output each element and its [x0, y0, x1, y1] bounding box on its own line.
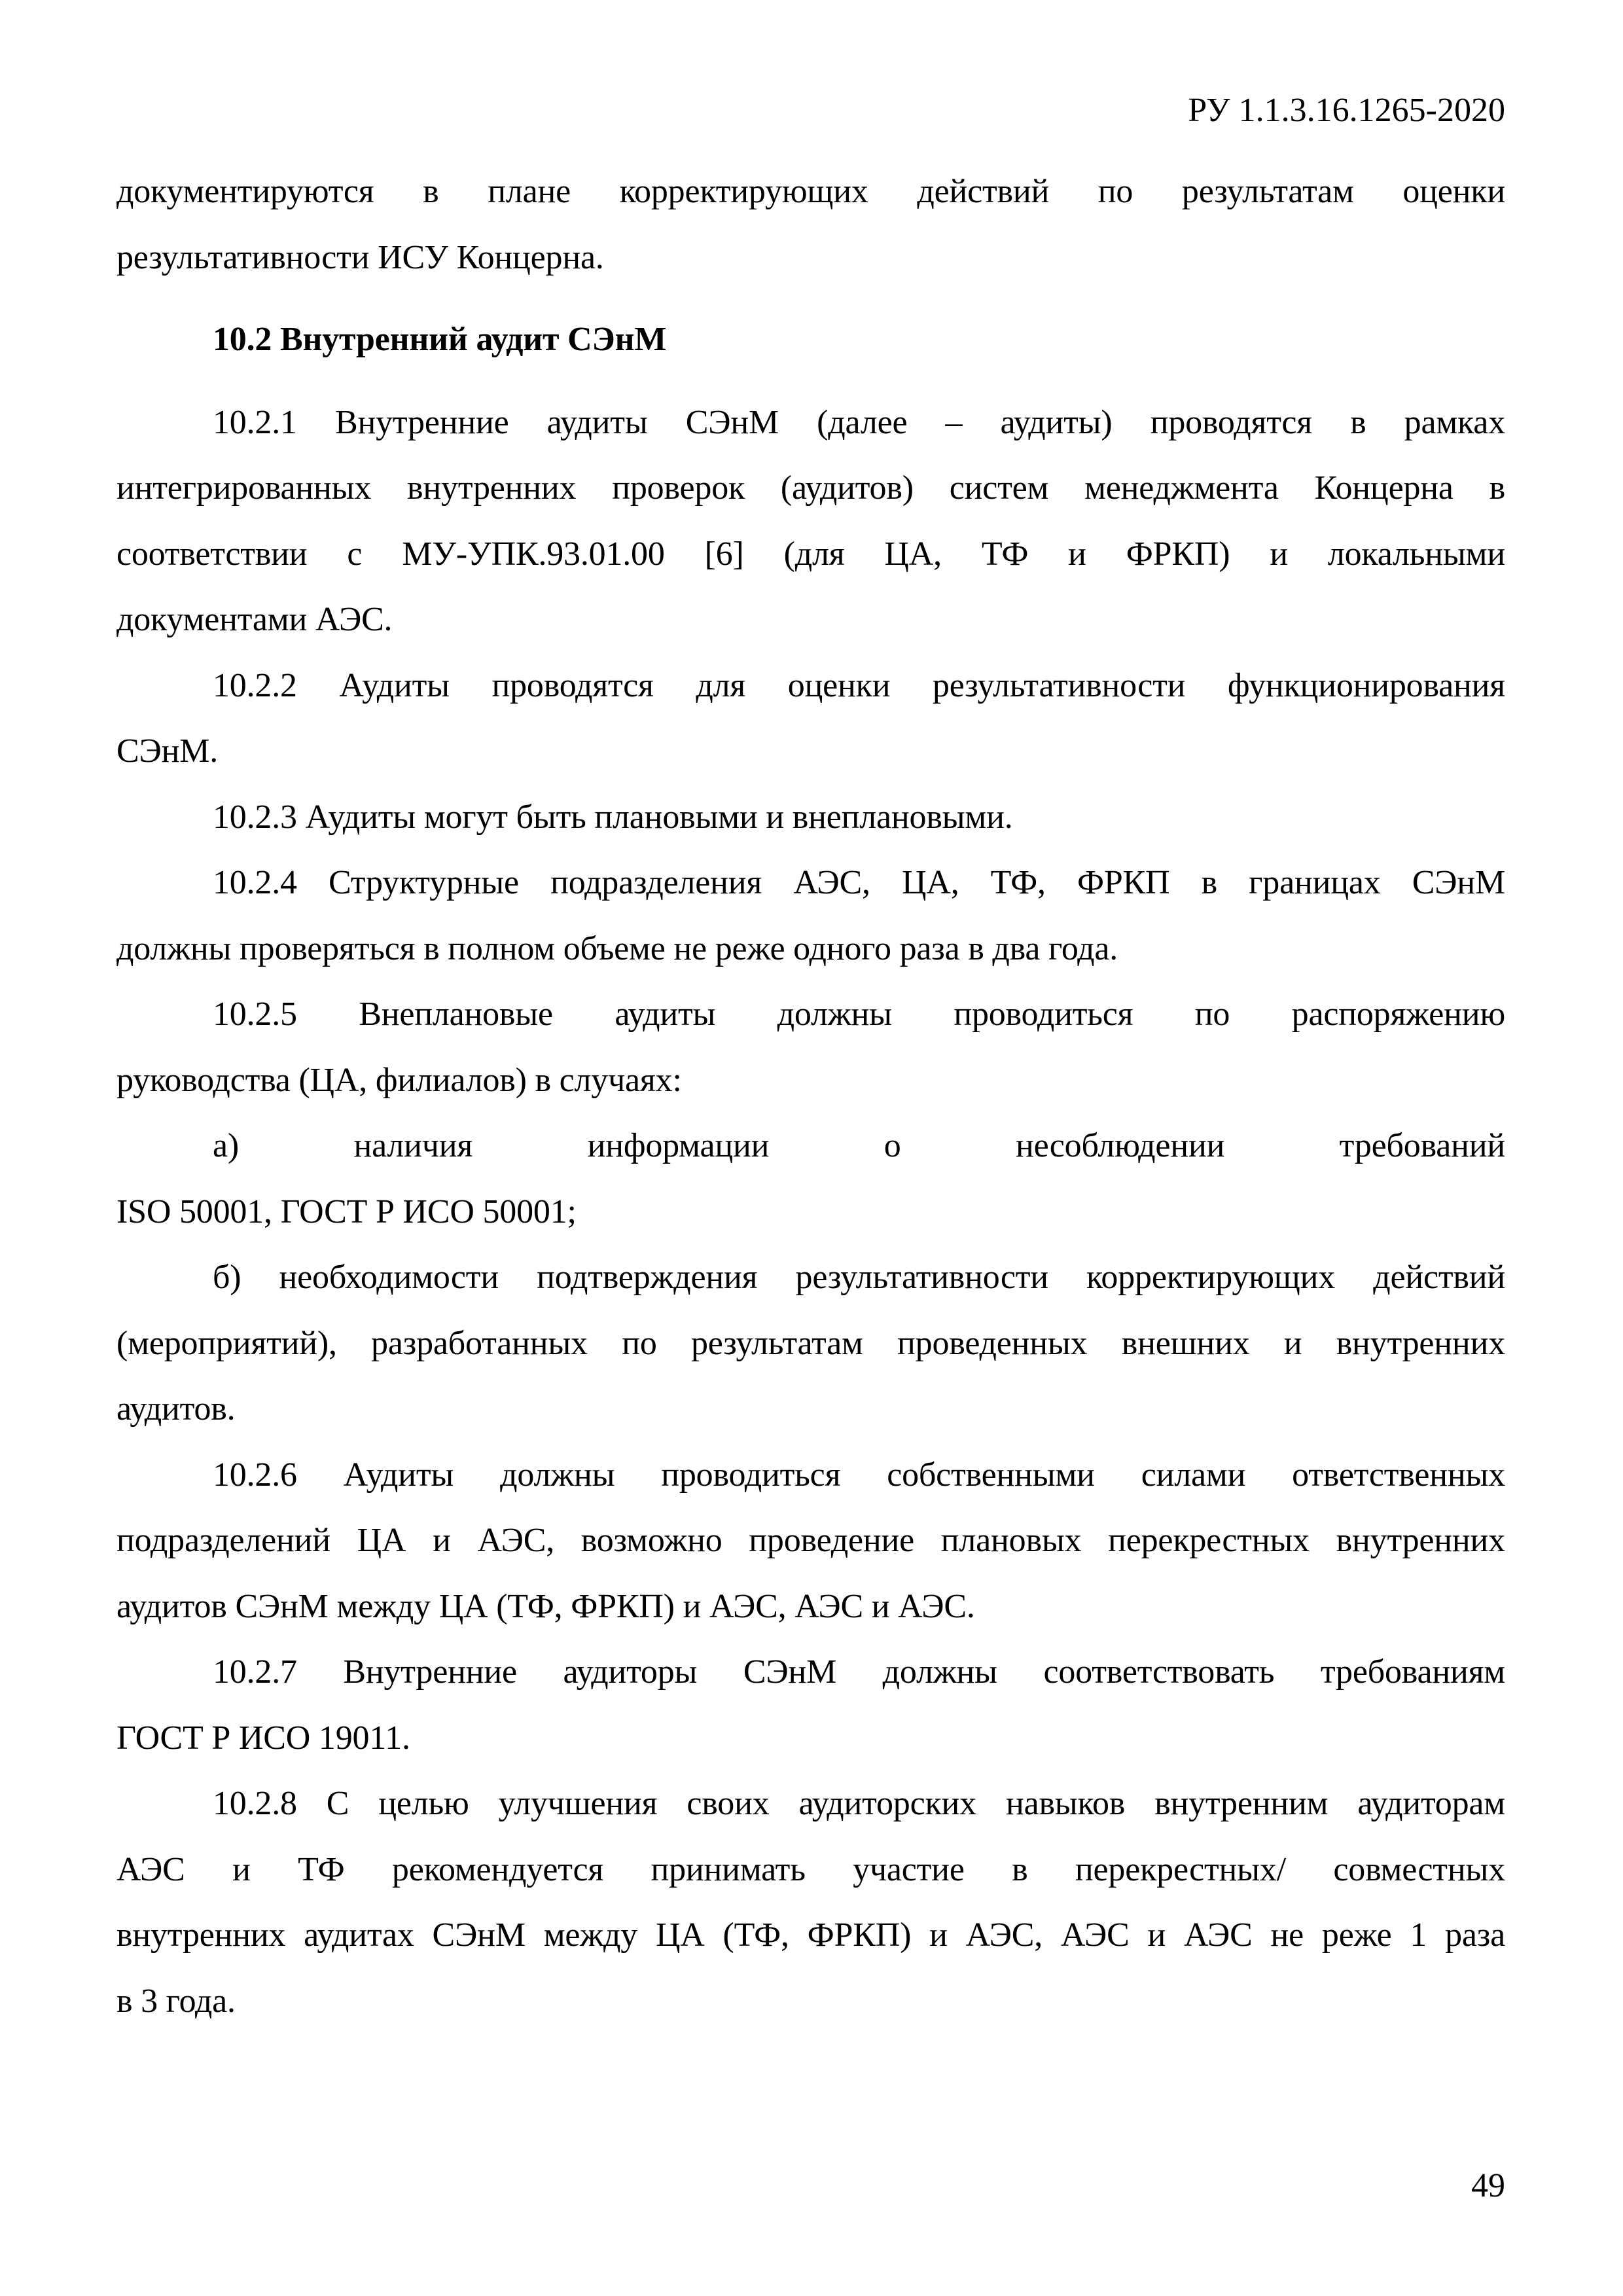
clause-10-2-6-line-2: подразделений ЦА и АЭС, возможно проведение плановых перекрестных внутренних — [116, 1522, 1505, 1559]
clause-10-2-6-line-1: 10.2.6 Аудиты должны проводиться собственными силами ответственных — [213, 1456, 1505, 1494]
clause-10-2-1-line-1: 10.2.1 Внутренние аудиты СЭнМ (далее – аудиты) проводятся в рамках — [213, 403, 1505, 441]
clause-10-2-8-line-4: в 3 года. — [116, 1982, 236, 2020]
section-heading-10-2: 10.2 Внутренний аудит СЭнМ — [213, 321, 667, 358]
page-number: 49 — [1471, 2167, 1505, 2204]
paragraph-continuation-line-1: документируются в плане корректирующих действий по результатам оценки — [116, 173, 1505, 210]
clause-10-2-2-line-1: 10.2.2 Аудиты проводятся для оценки результативности функционирования — [213, 666, 1505, 704]
paragraph-continuation-line-2: результативности ИСУ Концерна. — [116, 238, 604, 276]
list-item-b-line-3: аудитов. — [116, 1390, 236, 1427]
list-item-a-line-1: а) наличия информации о несоблюдении требований — [213, 1127, 1505, 1164]
document-number: РУ 1.1.3.16.1265-2020 — [1188, 92, 1505, 129]
clause-10-2-7-line-2: ГОСТ Р ИСО 19011. — [116, 1719, 410, 1757]
clause-10-2-3-line-1: 10.2.3 Аудиты могут быть плановыми и внеплановыми. — [213, 798, 1013, 836]
document-body — [116, 159, 1505, 2034]
clause-10-2-7-line-1: 10.2.7 Внутренние аудиторы СЭнМ должны соответствовать требованиям — [213, 1653, 1505, 1691]
clause-10-2-1-line-2: интегрированных внутренних проверок (аудитов) систем менеджмента Концерна в — [116, 469, 1505, 507]
clause-10-2-8-line-1: 10.2.8 С целью улучшения своих аудиторских навыков внутренним аудиторам — [213, 1785, 1505, 1822]
clause-10-2-1-line-4: документами АЭС. — [116, 601, 393, 638]
list-item-a-line-2: ISO 50001, ГОСТ Р ИСО 50001; — [116, 1193, 577, 1230]
clause-10-2-8-line-2: АЭС и ТФ рекомендуется принимать участие в перекрестных/ совместных — [116, 1850, 1505, 1888]
clause-10-2-2-line-2: СЭнМ. — [116, 732, 219, 770]
list-item-b-line-2: (мероприятий), разработанных по результатам проведенных внешних и внутренних — [116, 1324, 1505, 1362]
list-item-b-line-1: б) необходимости подтверждения результативности корректирующих действий — [213, 1259, 1505, 1296]
clause-10-2-8-line-3: внутренних аудитах СЭнМ между ЦА (ТФ, ФРКП) и АЭС, АЭС и АЭС не реже 1 раза — [116, 1916, 1505, 1954]
clause-10-2-6-line-3: аудитов СЭнМ между ЦА (ТФ, ФРКП) и АЭС, АЭС и АЭС. — [116, 1587, 975, 1625]
clause-10-2-1-line-3: соответствии с МУ-УПК.93.01.00 [6] (для ЦА, ТФ и ФРКП) и локальными — [116, 535, 1505, 573]
clause-10-2-4-line-2: должны проверяться в полном объеме не реже одного раза в два года. — [116, 929, 1118, 967]
clause-10-2-5-line-2: руководства (ЦА, филиалов) в случаях: — [116, 1061, 682, 1099]
clause-10-2-4-line-1: 10.2.4 Структурные подразделения АЭС, ЦА, ТФ, ФРКП в границах СЭнМ — [213, 864, 1505, 901]
clause-10-2-5-line-1: 10.2.5 Внеплановые аудиты должны проводиться по распоряжению — [213, 996, 1505, 1033]
